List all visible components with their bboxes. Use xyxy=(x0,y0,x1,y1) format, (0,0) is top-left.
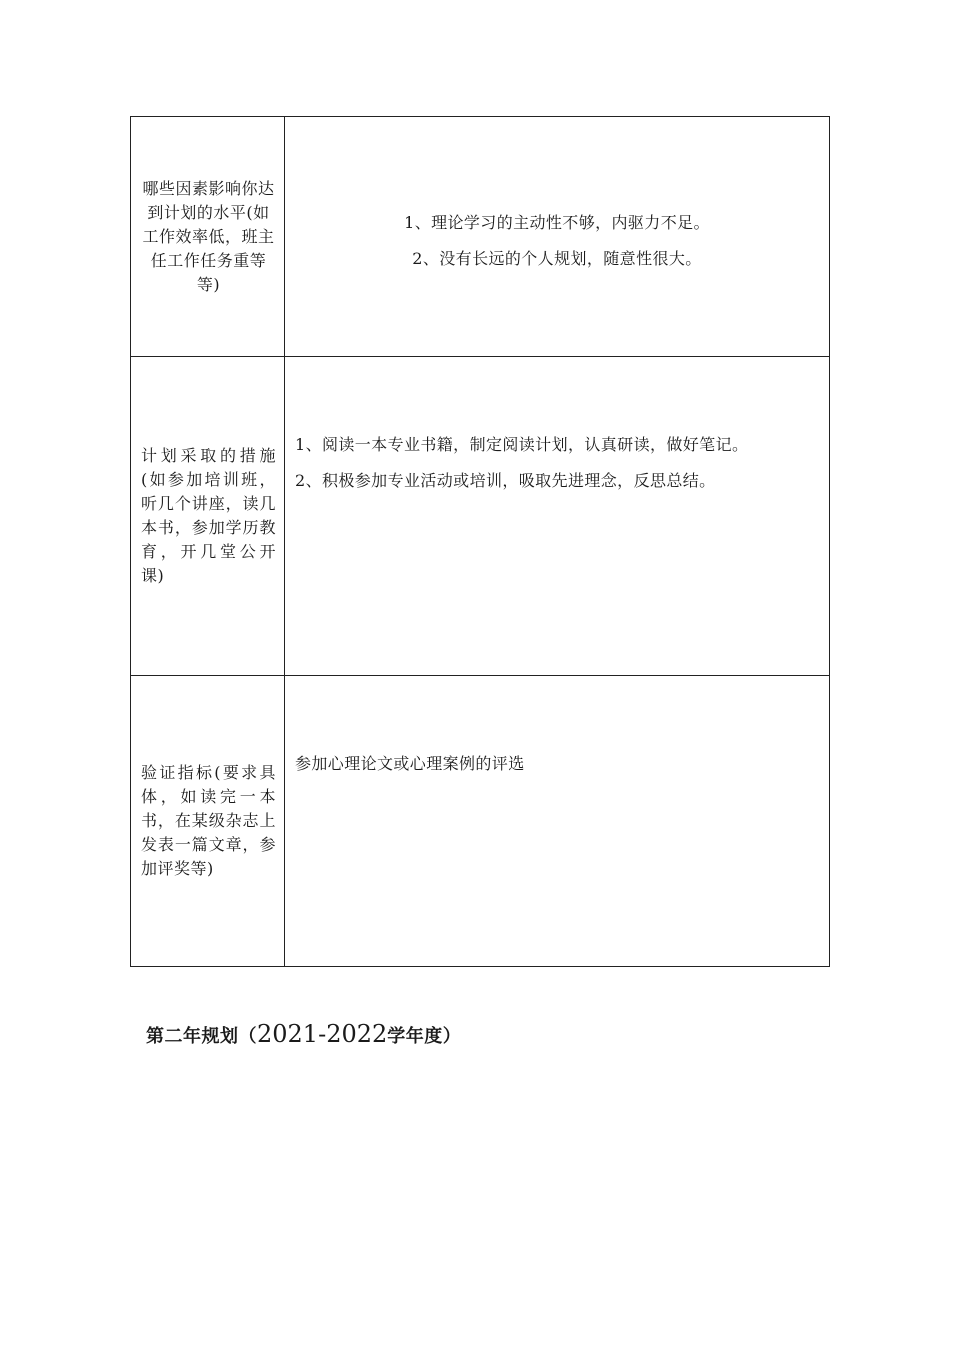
heading-year: 2021-2022 xyxy=(257,1020,388,1048)
factors-item-1: 1、理论学习的主动性不够，内驱力不足。 xyxy=(404,212,710,232)
measures-content xyxy=(285,357,830,676)
indicators-content xyxy=(285,676,830,967)
factors-item-2: 2、没有长远的个人规划，随意性很大。 xyxy=(412,248,702,268)
factors-label: 哪些因素影响你达到计划的水平(如工作效率低，班主任工作任务重等等) xyxy=(131,117,285,357)
indicators-item-1: 参加心理论文或心理案例的评选 xyxy=(295,754,525,773)
measures-label: 计划采取的措施(如参加培训班，听几个讲座，读几本书，参加学历教育，开几堂公开课) xyxy=(131,357,285,676)
table-row-indicators xyxy=(131,676,830,967)
plan-table xyxy=(130,116,830,967)
indicators-label: 验证指标(要求具体，如读完一本书，在某级杂志上发表一篇文章，参加评奖等) xyxy=(131,676,285,967)
heading-suffix: 学年度） xyxy=(387,1026,462,1047)
heading-prefix: 第二年规划（ xyxy=(146,1026,257,1047)
second-year-plan-heading xyxy=(146,1020,461,1048)
table-row-measures xyxy=(131,357,830,676)
factors-content xyxy=(285,117,830,357)
table-row-factors xyxy=(131,117,830,357)
measures-item-1: 1、阅读一本专业书籍，制定阅读计划，认真研读，做好笔记。 xyxy=(295,435,749,454)
measures-item-2: 2、积极参加专业活动或培训，吸取先进理念，反思总结。 xyxy=(295,471,716,490)
